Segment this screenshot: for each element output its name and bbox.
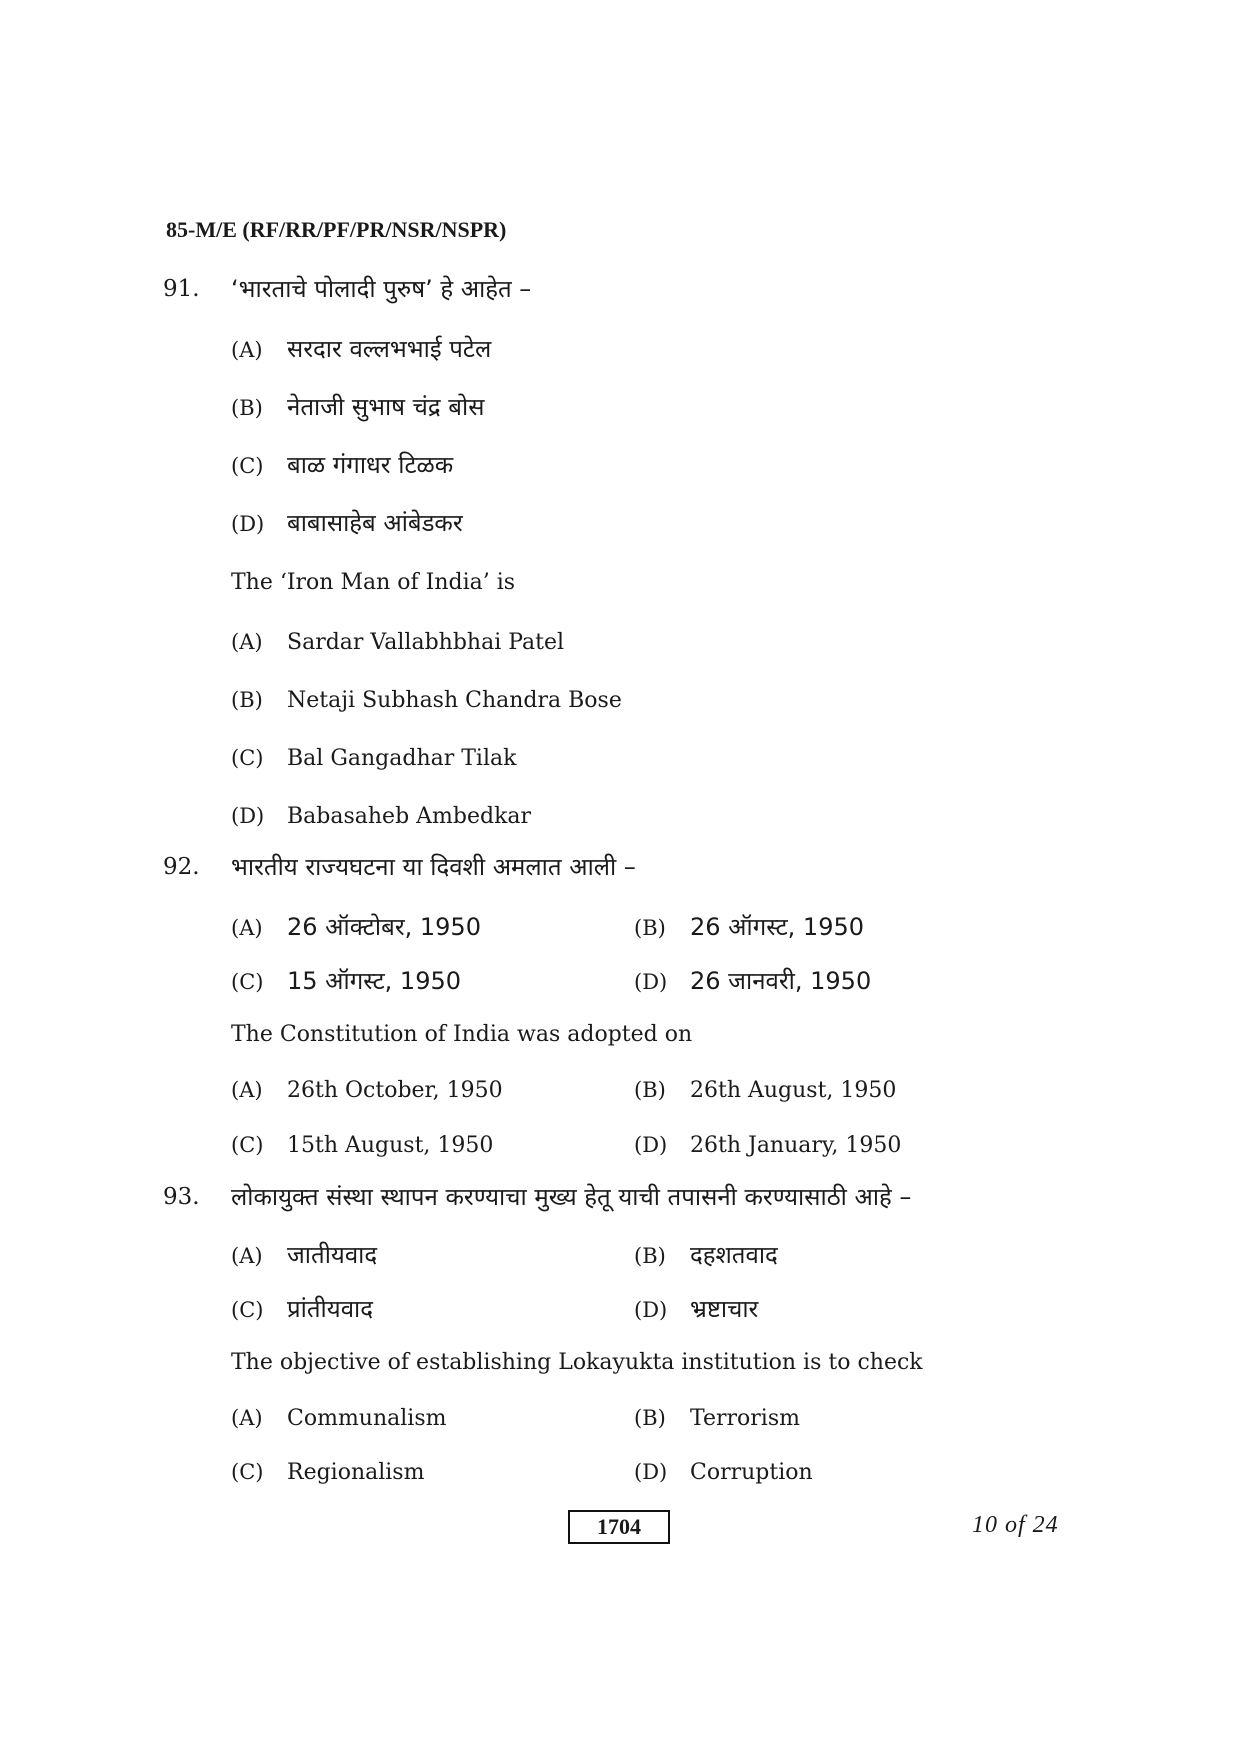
- option-marathi-b: [634, 910, 864, 943]
- option-text: 26 जानवरी, 1950: [690, 967, 872, 995]
- option-english-c: [231, 1133, 493, 1158]
- option-label: (B): [634, 1078, 666, 1102]
- option-label: (A): [231, 916, 263, 940]
- option-text: सरदार वल्लभभाई पटेल: [287, 335, 492, 363]
- option-marathi-d: [634, 1292, 758, 1325]
- option-text: Corruption: [690, 1460, 813, 1485]
- option-marathi-d: [634, 964, 871, 997]
- option-text: 26th January, 1950: [690, 1133, 902, 1158]
- option-label: (C): [231, 1298, 264, 1322]
- option-text: 26th October, 1950: [287, 1078, 503, 1103]
- option-english-d: [634, 1133, 901, 1158]
- option-text: भ्रष्टाचार: [690, 1295, 759, 1323]
- option-english-d: [231, 804, 531, 829]
- option-english-c: [231, 746, 516, 771]
- option-label: (D): [634, 1133, 668, 1157]
- option-marathi-b: [634, 1238, 778, 1271]
- option-text: बाळ गंगाधर टिळक: [287, 451, 454, 479]
- option-text: Bal Gangadhar Tilak: [287, 746, 517, 771]
- question-text-marathi: लोकायुक्त संस्था स्थापन करण्याचा मुख्य हेतू याची तपासनी करण्यासाठी आहे –: [231, 1183, 912, 1211]
- option-label: (A): [231, 1078, 263, 1102]
- option-text: 26 ऑक्टोबर, 1950: [287, 913, 481, 941]
- option-text: Sardar Vallabhbhai Patel: [287, 630, 565, 655]
- option-text: दहशतवाद: [690, 1241, 778, 1269]
- option-english-a: [231, 630, 564, 655]
- option-marathi-c: [231, 1292, 373, 1325]
- option-label: (C): [231, 454, 264, 478]
- option-english-a: [231, 1406, 446, 1431]
- option-english-b: [634, 1078, 896, 1103]
- option-marathi-a: [231, 910, 481, 943]
- option-label: (B): [231, 396, 263, 420]
- question-text-marathi: ‘भारताचे पोलादी पुरुष’ हे आहेत –: [231, 275, 532, 303]
- option-label: (C): [231, 1460, 264, 1484]
- option-text: Babasaheb Ambedkar: [287, 804, 532, 829]
- option-label: (D): [634, 1298, 668, 1322]
- option-text: 26th August, 1950: [690, 1078, 897, 1103]
- paper-code-header: 85-M/E (RF/RR/PF/PR/NSR/NSPR): [166, 217, 507, 242]
- option-text: नेताजी सुभाष चंद्र बोस: [287, 393, 485, 421]
- option-label: (D): [231, 804, 265, 828]
- option-english-a: [231, 1078, 503, 1103]
- option-text: Regionalism: [287, 1460, 425, 1485]
- option-label: (D): [231, 512, 265, 536]
- option-label: (C): [231, 970, 264, 994]
- option-label: (D): [634, 1460, 668, 1484]
- option-english-b: [634, 1406, 800, 1431]
- question-number: 92.: [163, 854, 200, 880]
- option-english-d: [634, 1460, 813, 1485]
- option-marathi-c: [231, 964, 461, 997]
- option-label: (A): [231, 1244, 263, 1268]
- option-text: 26 ऑगस्ट, 1950: [690, 913, 864, 941]
- option-text: बाबासाहेब आंबेडकर: [287, 509, 463, 537]
- option-label: (D): [634, 970, 668, 994]
- option-label: (A): [231, 630, 263, 654]
- question-text-english: The Constitution of India was adopted on: [231, 1022, 693, 1047]
- booklet-code-box: 1704: [568, 1510, 670, 1544]
- option-text: Communalism: [287, 1406, 447, 1431]
- option-text: 15th August, 1950: [287, 1133, 494, 1158]
- option-label: (B): [231, 688, 263, 712]
- option-label: (C): [231, 746, 264, 770]
- option-text: प्रांतीयवाद: [287, 1295, 373, 1323]
- option-label: (A): [231, 1406, 263, 1430]
- option-marathi-a: [231, 1238, 377, 1271]
- option-text: Terrorism: [690, 1406, 800, 1431]
- option-text: 15 ऑगस्ट, 1950: [287, 967, 461, 995]
- option-label: (B): [634, 1406, 666, 1430]
- question-text-english: The objective of establishing Lokayukta institution is to check: [231, 1350, 923, 1375]
- option-text: Netaji Subhash Chandra Bose: [287, 688, 622, 713]
- option-label: (A): [231, 338, 263, 362]
- option-english-b: [231, 688, 622, 713]
- option-label: (B): [634, 1244, 666, 1268]
- question-number: 91.: [163, 276, 200, 302]
- question-text-english: The ‘Iron Man of India’ is: [231, 570, 516, 595]
- option-marathi-c: [231, 448, 453, 481]
- option-english-c: [231, 1460, 424, 1485]
- option-marathi-d: [231, 506, 463, 539]
- option-label: (C): [231, 1133, 264, 1157]
- question-number: 93.: [163, 1184, 200, 1210]
- option-label: (B): [634, 916, 666, 940]
- page-number: 10 of 24: [972, 1512, 1059, 1538]
- option-text: जातीयवाद: [287, 1241, 378, 1269]
- option-marathi-a: [231, 332, 491, 365]
- option-marathi-b: [231, 390, 484, 423]
- question-text-marathi: भारतीय राज्यघटना या दिवशी अमलात आली –: [231, 853, 636, 881]
